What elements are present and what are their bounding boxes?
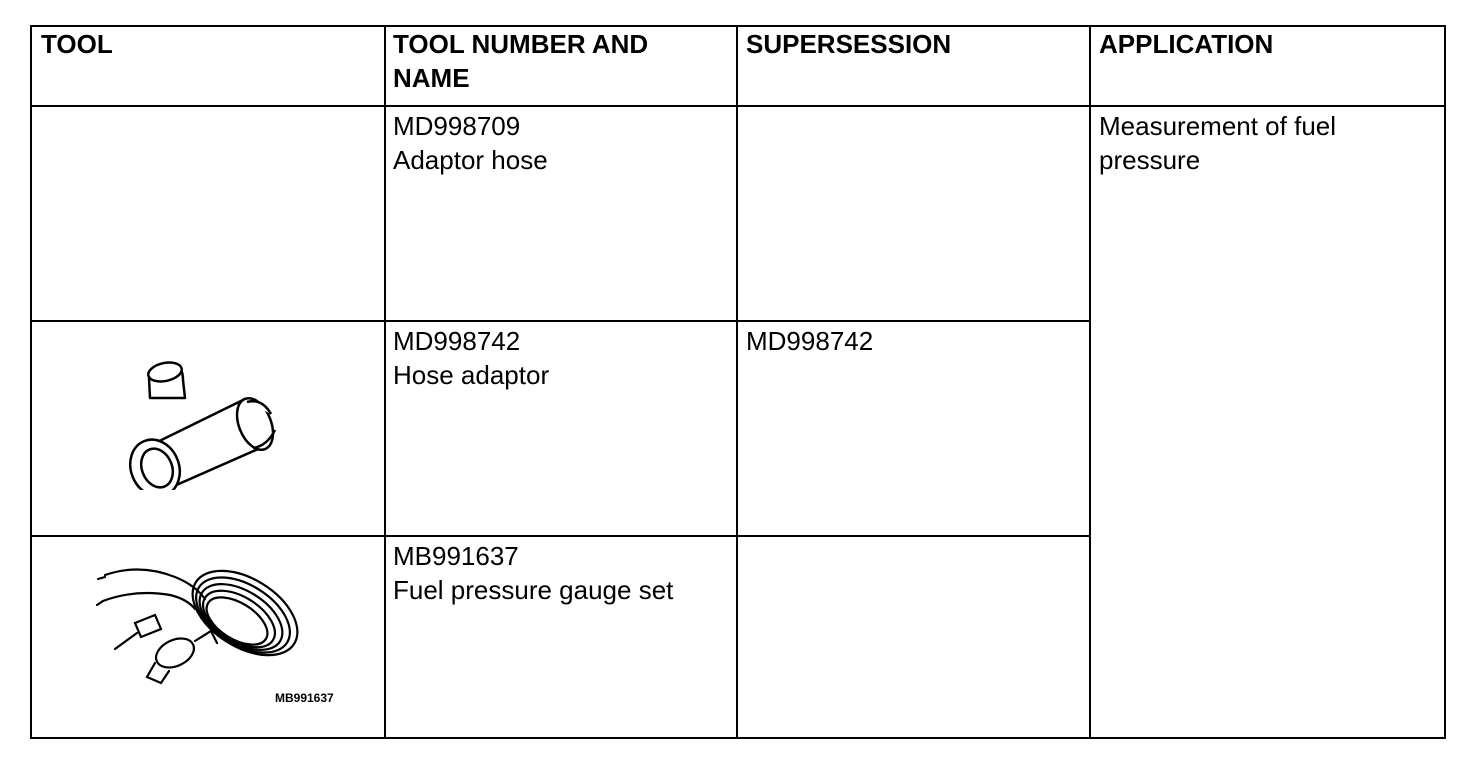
application-line1: Measurement of fuel [1099, 111, 1337, 141]
header-application: APPLICATION [1099, 29, 1274, 59]
application-text [1099, 109, 1336, 177]
header-divider [30, 105, 1446, 107]
column-divider [384, 25, 386, 739]
hose-adaptor-illustration [125, 350, 285, 490]
tool-name: Adaptor hose [393, 145, 548, 175]
supersession-value: MD998742 [746, 326, 874, 356]
column-divider [736, 25, 738, 739]
table-row [393, 539, 673, 607]
header-tool-number-line1: TOOL NUMBER AND [393, 29, 649, 59]
row-divider [30, 535, 1091, 537]
header-tool: TOOL [41, 29, 113, 59]
column-divider [1089, 25, 1091, 739]
application-line2: pressure [1099, 145, 1201, 175]
tool-name: Hose adaptor [393, 360, 550, 390]
table-row [393, 324, 549, 392]
table-border-bottom [30, 737, 1446, 739]
header-tool-number-and-name [393, 27, 648, 95]
row-divider [30, 320, 1091, 322]
table-row [393, 109, 548, 177]
header-tool-number-line2: NAME [393, 63, 470, 93]
tool-number: MB991637 [393, 541, 519, 571]
tool-number: MD998709 [393, 111, 521, 141]
special-tools-table [30, 25, 1446, 739]
table-border-right [1444, 25, 1446, 739]
header-supersession: SUPERSESSION [746, 29, 952, 59]
illustration-label: MB991637 [275, 691, 334, 705]
tool-name: Fuel pressure gauge set [393, 575, 674, 605]
table-border-left [30, 25, 32, 739]
fuel-pressure-gauge-illustration [95, 553, 315, 693]
tool-number: MD998742 [393, 326, 521, 356]
